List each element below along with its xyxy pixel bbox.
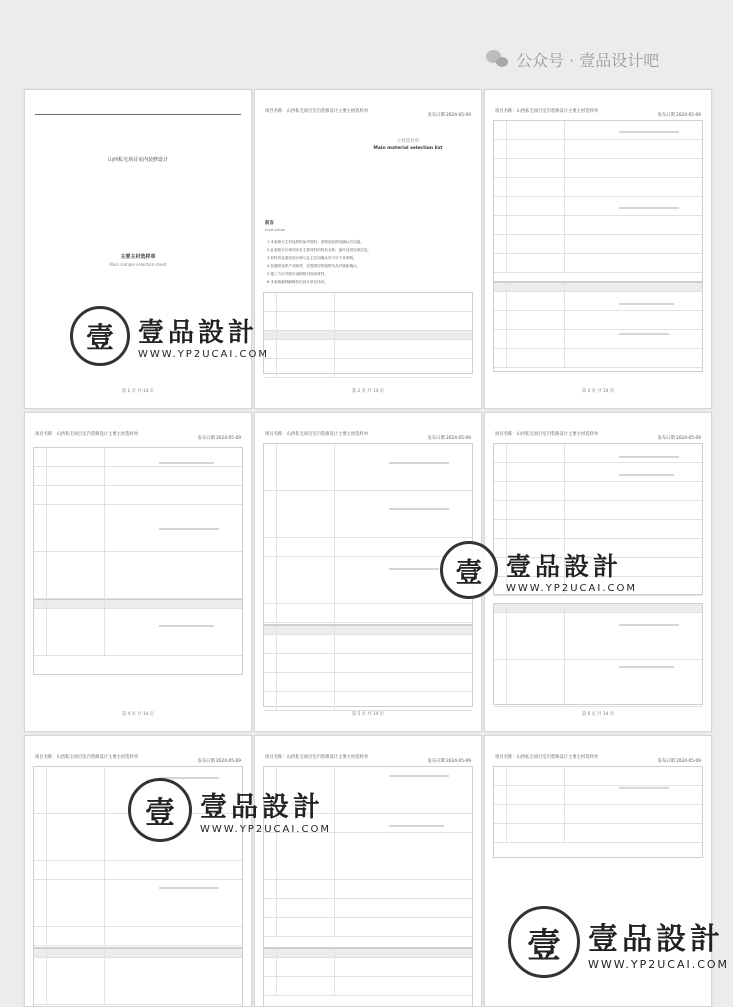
- page-date: 发布日期 2024-05-09: [657, 759, 701, 764]
- page-header: 项目名称：山西私宅项目室内装修设计主要主材选样单: [495, 109, 599, 114]
- page-date: 发布日期 2024-05-09: [427, 113, 471, 118]
- page-number: 第 6 页 共 14 页: [581, 712, 615, 717]
- page-date: 发布日期 2024-05-09: [197, 759, 241, 764]
- seal-icon: 壹: [508, 906, 580, 978]
- page-thumbnail-8[interactable]: [254, 735, 482, 1007]
- page-header: 项目名称：山西私宅项目室内装修设计主要主材选样单: [495, 432, 599, 437]
- page-header: 项目名称：山西私宅项目室内装修设计主要主材选样单: [35, 755, 139, 760]
- brand-name-en: WWW.YP2UCAI.COM: [588, 957, 730, 971]
- material-table: [493, 120, 703, 282]
- page-number: 第 1 页 共 14 页: [121, 389, 155, 394]
- seal-icon: 壹: [70, 306, 130, 366]
- material-table-2: [263, 948, 473, 1007]
- cover-subtitle-en: Main sample selection sheet: [109, 262, 167, 267]
- cover-rule: [35, 114, 241, 115]
- brand-name-cn: 壹品設計: [200, 792, 324, 823]
- note-5: 5 施工方应对照本表格核对进场材料。: [267, 272, 328, 276]
- brand-name-en: WWW.YP2UCAI.COM: [200, 824, 331, 835]
- page-number: 第 5 页 共 14 页: [351, 712, 385, 717]
- account-label: 公众号 · 壹品设计吧: [516, 50, 660, 70]
- brand-name-cn: 壹品設計: [588, 921, 724, 957]
- brand-name-cn: 壹品設計: [506, 551, 623, 581]
- note-4: 4 如遇样品停产或缺货，应提供同等级替代品并重新确认。: [267, 264, 361, 268]
- page-number: 第 4 页 共 14 页: [121, 712, 155, 717]
- page-thumbnail-2[interactable]: [254, 89, 482, 409]
- material-table: [33, 447, 243, 599]
- page-number: 第 3 页 共 14 页: [581, 389, 615, 394]
- note-6: 6 本表格最终解释权归设计单位所有。: [267, 280, 328, 284]
- watermark-logo: [128, 778, 331, 842]
- notes-title: 前言: [265, 221, 274, 226]
- seal-icon: 壹: [128, 778, 192, 842]
- material-table-2: [493, 603, 703, 705]
- material-table-2: [263, 625, 473, 707]
- page-date: 发布日期 2024-05-09: [427, 759, 471, 764]
- page-date: 发布日期 2024-05-09: [657, 436, 701, 441]
- page-date: 发布日期 2024-05-09: [657, 113, 701, 118]
- page-thumbnail-4[interactable]: [24, 412, 252, 732]
- seal-icon: 壹: [440, 541, 498, 599]
- page-thumbnail-7[interactable]: [24, 735, 252, 1007]
- material-table-2: [33, 948, 243, 1007]
- cover-subtitle-cn: 主要主材选样单: [120, 254, 156, 260]
- page-number: 第 2 页 共 14 页: [351, 389, 385, 394]
- material-table: [493, 766, 703, 858]
- info-table: [263, 292, 473, 374]
- page-header: 项目名称：山西私宅项目室内装修设计主要主材选样单: [265, 432, 369, 437]
- page-header: 项目名称：山西私宅项目室内装修设计主要主材选样单: [265, 755, 369, 760]
- page-header: 项目名称：山西私宅项目室内装修设计主要主材选样单: [35, 432, 139, 437]
- sheet-heading-en: Main material selection list: [373, 146, 443, 151]
- note-2: 2 此表格分区域列出各主要材料的样品名称、编号及供应商信息。: [267, 248, 372, 252]
- brand-name-en: WWW.YP2UCAI.COM: [506, 582, 637, 594]
- notes-subtitle: Instruction: [265, 227, 286, 232]
- brand-name-en: WWW.YP2UCAI.COM: [138, 349, 269, 360]
- note-3: 3 材料样品需经设计师与业主共同确认后方可下单采购。: [267, 256, 357, 260]
- page-header: 项目名称：山西私宅项目室内装修设计主要主材选样单: [265, 109, 369, 114]
- watermark-logo: [508, 906, 729, 978]
- sheet-heading-cn: 主材选样单: [396, 139, 420, 144]
- brand-name-cn: 壹品設計: [138, 318, 259, 348]
- page-date: 发布日期 2024-05-09: [197, 436, 241, 441]
- cover-title: 山西私宅项目室内装修设计: [107, 157, 168, 163]
- note-1: 1 本表格为主材选样的参考资料，请按实际情况确认后实施。: [267, 240, 364, 244]
- material-table-2: [33, 599, 243, 675]
- watermark-logo: [70, 306, 269, 366]
- watermark-logo: [440, 541, 637, 599]
- page-date: 发布日期 2024-05-09: [427, 436, 471, 441]
- account-header: [486, 46, 659, 72]
- material-table-2: [493, 282, 703, 372]
- page-header: 项目名称：山西私宅项目室内装修设计主要主材选样单: [495, 755, 599, 760]
- page-thumbnail-3[interactable]: [484, 89, 712, 409]
- wechat-icon: [486, 49, 510, 69]
